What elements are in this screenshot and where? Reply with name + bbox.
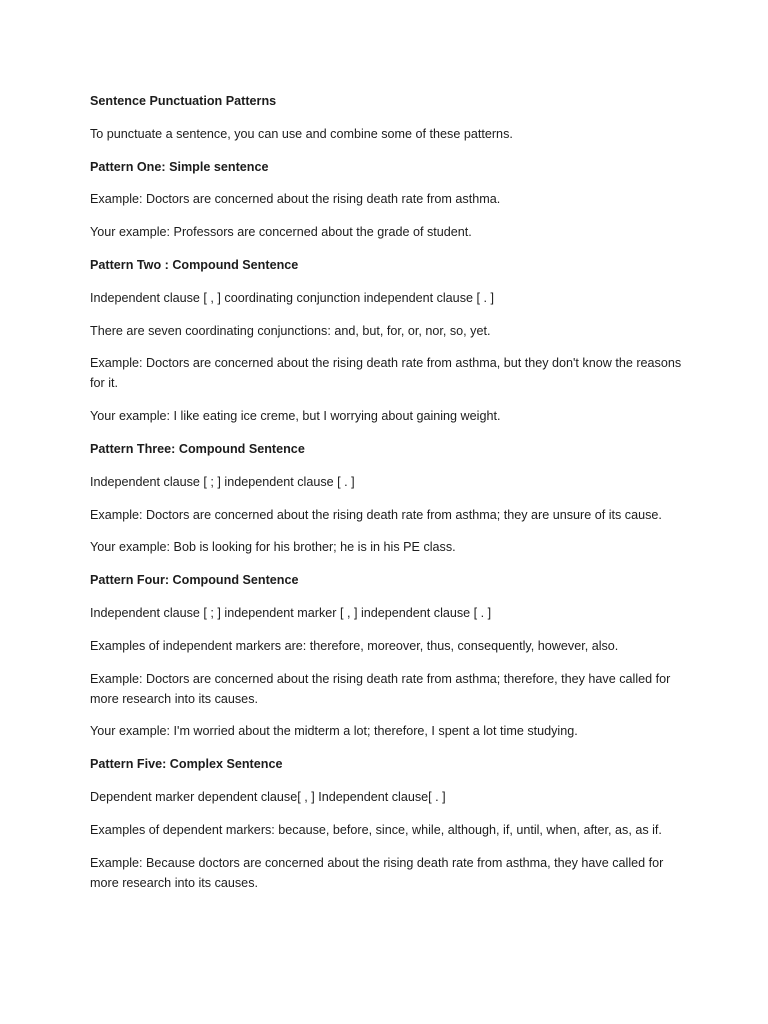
pattern-four-your-example: Your example: I'm worried about the midterm a lot; therefore, I spent a lot time studying. (90, 724, 578, 739)
pattern-four-heading: Pattern Four: Compound Sentence (90, 573, 299, 588)
pattern-four-note: Examples of independent markers are: therefore, moreover, thus, consequently, however, also. (90, 638, 619, 653)
pattern-three-your-example: Your example: Bob is looking for his brother; he is in his PE class. (90, 540, 456, 555)
pattern-five-heading: Pattern Five: Complex Sentence (90, 757, 283, 772)
pattern-two-example: Example: Doctors are concerned about the rising death rate from asthma, but they don't know the reasons for it. (90, 356, 682, 391)
pattern-two-your-example: Your example: I like eating ice creme, but I worrying about gaining weight. (90, 409, 501, 424)
pattern-four-formula: Independent clause [ ; ] independent marker [ , ] independent clause [ . ] (90, 605, 492, 620)
pattern-two-heading: Pattern Two : Compound Sentence (90, 257, 299, 272)
pattern-four-example: Example: Doctors are concerned about the rising death rate from asthma; therefore, they have called for more research into its causes. (90, 671, 671, 706)
pattern-three-heading: Pattern Three: Compound Sentence (90, 441, 305, 456)
pattern-three-example: Example: Doctors are concerned about the rising death rate from asthma; they are unsure of its cause. (90, 507, 662, 522)
intro-text: To punctuate a sentence, you can use and combine some of these patterns. (90, 126, 513, 141)
pattern-one-example: Example: Doctors are concerned about the rising death rate from asthma. (90, 192, 501, 207)
document-title: Sentence Punctuation Patterns (90, 94, 277, 108)
pattern-one-your-example: Your example: Professors are concerned about the grade of student. (90, 225, 472, 240)
pattern-five-note: Examples of dependent markers: because, before, since, while, although, if, until, when, after, as, as if. (90, 822, 662, 837)
pattern-three-formula: Independent clause [ ; ] independent clause [ . ] (90, 474, 355, 489)
pattern-five-formula: Dependent marker dependent clause[ , ] Independent clause[ . ] (90, 789, 446, 804)
pattern-one-heading: Pattern One: Simple sentence (90, 159, 269, 174)
pattern-two-formula: Independent clause [ , ] coordinating conjunction independent clause [ . ] (90, 290, 494, 305)
document-page (90, 91, 690, 905)
pattern-two-note: There are seven coordinating conjunctions: and, but, for, or, nor, so, yet. (90, 323, 491, 338)
pattern-five-example: Example: Because doctors are concerned about the rising death rate from asthma, they have called for more research into its causes. (90, 855, 664, 890)
